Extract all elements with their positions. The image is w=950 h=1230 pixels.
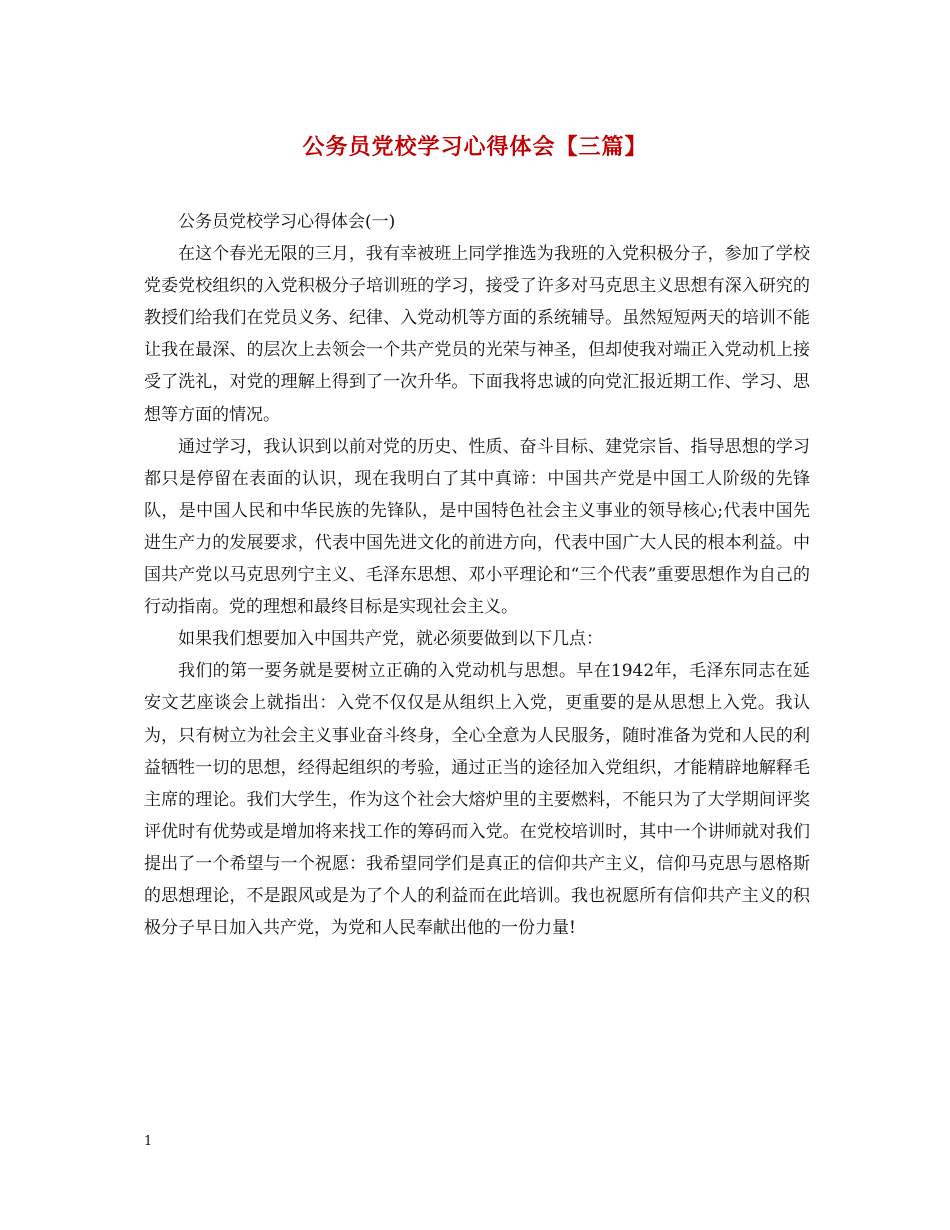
section-heading: 公务员党校学习心得体会(一) — [178, 212, 396, 232]
paragraph-1: 在这个春光无限的三月，我有幸被班上同学推选为我班的入党积极分子，参加了学校党委党校组织的入党积极分子培训班的学习，接受了许多对马克思主义思想有深入研究的教授们给我们在党员义务、纪律、入党动机等方面的系统辅导。虽然短短两天的培训不能让我在最深、的层次上去领会一个共产党员的光荣与神圣，但却使我对端正入党动机上接受了洗礼，对党的理解上得到了一次升华。下面我将忠诚的向党汇报近期工作、学习、思想等方面的情况。 — [144, 244, 810, 425]
document-body — [144, 206, 810, 944]
page-number: 1 — [144, 1134, 153, 1149]
paragraph-4: 我们的第一要务就是要树立正确的入党动机与思想。早在1942年，毛泽东同志在延安文艺座谈会上就指出：入党不仅仅是从组织上入党，更重要的是从思想上入党。我认为，只有树立为社会主义事业奋斗终身，全心全意为人民服务，随时准备为党和人民的利益牺牲一切的思想，经得起组织的考验，通过正当的途径加入党组织，才能精辟地解释毛主席的理论。我们大学生，作为这个社会大熔炉里的主要燃料，不能只为了大学期间评奖评优时有优势或是增加将来找工作的筹码而入党。在党校培训时，其中一个讲师就对我们提出了一个希望与一个祝愿：我希望同学们是真正的信仰共产主义，信仰马克思与恩格斯的思想理论，不是跟风或是为了个人的利益而在此培训。我也祝愿所有信仰共产主义的积极分子早日加入共产党，为党和人民奉献出他的一份力量! — [144, 661, 810, 939]
paragraph-3: 如果我们想要加入中国共产党，就必须要做到以下几点： — [178, 629, 603, 650]
document-title: 公务员党校学习心得体会【三篇】 — [302, 134, 648, 160]
paragraph-2: 通过学习，我认识到以前对党的历史、性质、奋斗目标、建党宗旨、指导思想的学习都只是停留在表面的认识，现在我明白了其中真谛：中国共产党是中国工人阶级的先锋队，是中国人民和中华民族的先锋队，是中国特色社会主义事业的领导核心;代表中国先进生产力的发展要求，代表中国先进文化的前进方向，代表中国广大人民的根本利益。中国共产党以马克思列宁主义、毛泽东思想、邓小平理论和“三个代表”重要思想作为自己的行动指南。党的理想和最终目标是实现社会主义。 — [144, 436, 810, 618]
